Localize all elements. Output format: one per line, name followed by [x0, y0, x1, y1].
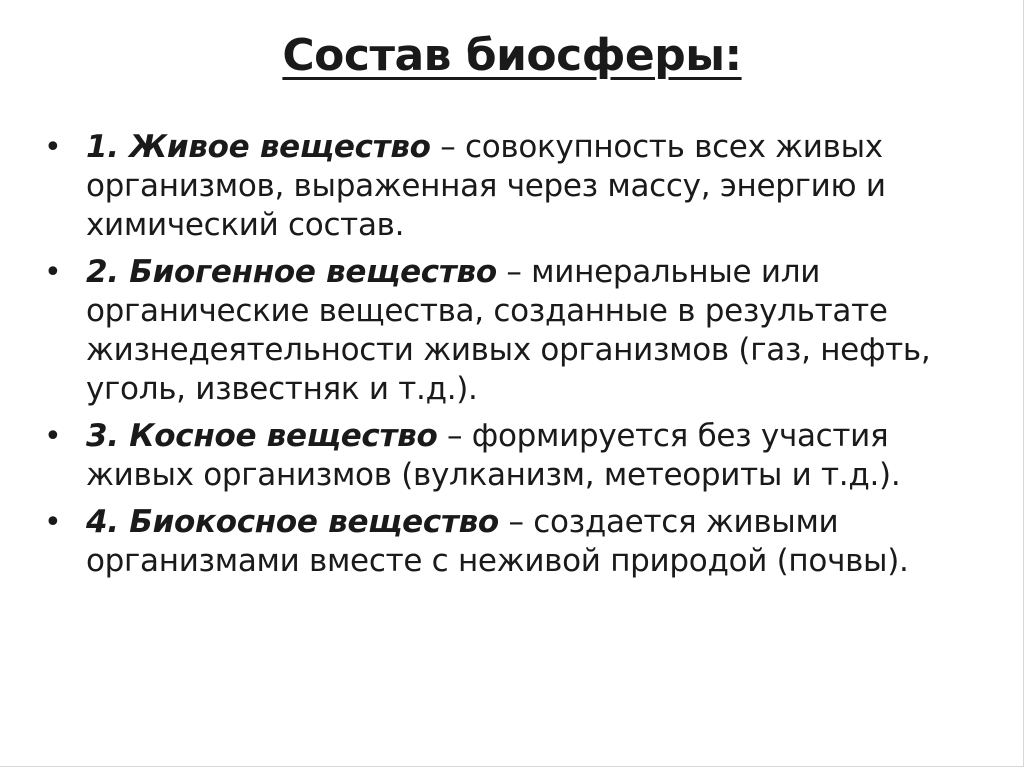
bullet-item-inert-matter [44, 417, 984, 495]
bullet-item-living-matter [44, 128, 984, 245]
bullet-term: 4. Биокосное вещество [86, 504, 499, 540]
bullet-icon: • [44, 255, 62, 290]
bullet-definition: – совокупность всех живых организмов, выраженная через массу, энергию и химический состав. [86, 129, 886, 243]
bullet-icon: • [44, 130, 62, 165]
bullet-term: 2. Биогенное вещество [86, 254, 497, 290]
bullet-term: 1. Живое вещество [86, 129, 431, 165]
bullet-icon: • [44, 505, 62, 540]
bullet-term: 3. Косное вещество [86, 418, 438, 454]
bullet-definition: – минеральные или органические вещества, созданные в результате жизнедеятельности живых организмов (газ, нефть, уголь, известняк и т.д.). [86, 254, 931, 407]
bullet-list [44, 128, 984, 589]
bullet-item-biogenic-matter [44, 253, 984, 409]
bullet-item-bioinert-matter [44, 503, 984, 581]
bullet-definition: – формируется без участия живых организмов (вулканизм, метеориты и т.д.). [86, 418, 901, 493]
bullet-definition: – создается живыми организмами вместе с неживой природой (почвы). [86, 504, 909, 579]
slide-title: Состав биосферы: [282, 30, 742, 81]
bullet-icon: • [44, 419, 62, 454]
